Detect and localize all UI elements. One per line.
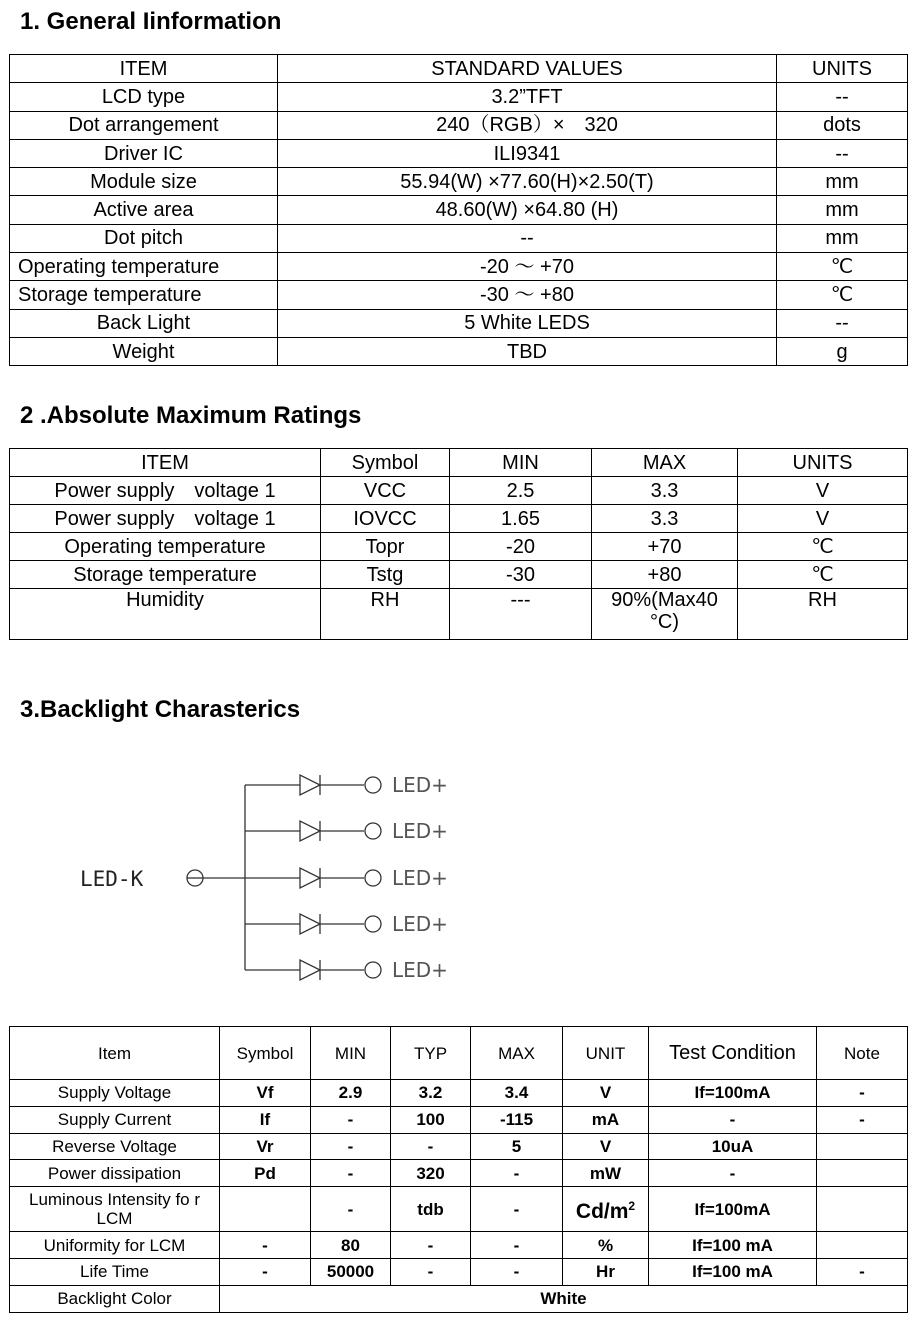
item-cell: Uniformity for LCM: [10, 1232, 220, 1259]
condition-cell: -: [649, 1106, 817, 1133]
item-cell: Backlight Color: [10, 1285, 220, 1312]
item-cell: Driver IC: [10, 139, 278, 167]
led-branch: [245, 819, 448, 843]
section-2-title: 2 .Absolute Maximum Ratings: [20, 402, 362, 429]
table-row: [10, 1160, 908, 1187]
table-row: [10, 253, 908, 281]
unit-cell: mm: [777, 196, 908, 224]
diode-icon: [300, 868, 320, 888]
table-row: [10, 477, 908, 505]
typ-cell: 320: [391, 1160, 471, 1187]
item-cell: Operating temperature: [10, 533, 321, 561]
unit-cell: --: [777, 139, 908, 167]
item-cell: Humidity: [10, 589, 321, 640]
item-cell: LCD type: [10, 83, 278, 111]
unit-cell: %: [563, 1232, 649, 1259]
note-cell: -: [817, 1258, 908, 1285]
unit-text: Cd/m: [575, 1200, 629, 1224]
symbol-cell: -: [220, 1232, 311, 1259]
item-cell: Power supply voltage 1: [10, 505, 321, 533]
unit-cell: V: [738, 477, 908, 505]
item-cell: Storage temperature: [10, 281, 278, 309]
min-cell: 1.65: [450, 505, 592, 533]
symbol-cell: Pd: [220, 1160, 311, 1187]
typ-cell: tdb: [391, 1187, 471, 1232]
typ-cell: 100: [391, 1106, 471, 1133]
item-cell: Power supply voltage 1: [10, 477, 321, 505]
header-units: UNITS: [738, 449, 908, 477]
symbol-cell: [220, 1187, 311, 1232]
led-plus-label: LED+: [392, 866, 448, 890]
item-cell: Back Light: [10, 309, 278, 337]
max-cell: -: [471, 1160, 563, 1187]
condition-cell: If=100mA: [649, 1080, 817, 1107]
note-cell: [817, 1187, 908, 1232]
header-item: ITEM: [10, 55, 278, 83]
led-plus-label: LED+: [392, 912, 448, 936]
typ-cell: 3.2: [391, 1080, 471, 1107]
diode-icon: [300, 960, 320, 980]
item-cell: Supply Voltage: [10, 1080, 220, 1107]
max-cell: 3.4: [471, 1080, 563, 1107]
section-1-title: 1. General Iinformation: [20, 8, 282, 35]
symbol-cell: RH: [321, 589, 450, 640]
anode-terminal-icon: [365, 823, 381, 839]
item-cell: Reverse Voltage: [10, 1133, 220, 1160]
absolute-maximum-ratings-table: [9, 448, 908, 640]
table-row: [10, 111, 908, 139]
header-typ: TYP: [391, 1027, 471, 1080]
led-plus-label: LED+: [392, 819, 448, 843]
header-item: ITEM: [10, 449, 321, 477]
table-row: [10, 1133, 908, 1160]
max-cell: +70: [592, 533, 738, 561]
item-cell: Supply Current: [10, 1106, 220, 1133]
unit-cell: V: [738, 505, 908, 533]
max-cell: 5: [471, 1133, 563, 1160]
item-cell: Weight: [10, 337, 278, 365]
header-item: Item: [10, 1027, 220, 1080]
table-row: [10, 83, 908, 111]
item-cell: Dot pitch: [10, 224, 278, 252]
condition-cell: 10uA: [649, 1133, 817, 1160]
symbol-cell: If: [220, 1106, 311, 1133]
note-cell: -: [817, 1080, 908, 1107]
max-cell: -: [471, 1232, 563, 1259]
header-max: MAX: [471, 1027, 563, 1080]
table-row: [10, 1106, 908, 1133]
note-cell: -: [817, 1106, 908, 1133]
unit-cell: mm: [777, 168, 908, 196]
symbol-cell: VCC: [321, 477, 450, 505]
unit-cell: mm: [777, 224, 908, 252]
table-row: [10, 1080, 908, 1107]
typ-cell: -: [391, 1232, 471, 1259]
symbol-cell: Topr: [321, 533, 450, 561]
unit-cell: --: [777, 83, 908, 111]
led-branch: [245, 866, 448, 890]
unit-cell: [563, 1187, 649, 1232]
unit-cell: g: [777, 337, 908, 365]
table-row: [10, 589, 908, 640]
min-cell: -30: [450, 561, 592, 589]
min-cell: -: [311, 1133, 391, 1160]
symbol-cell: Vr: [220, 1133, 311, 1160]
min-cell: -: [311, 1106, 391, 1133]
unit-cell: mW: [563, 1160, 649, 1187]
led-branch: [245, 912, 448, 936]
typ-cell: -: [391, 1133, 471, 1160]
header-min: MIN: [450, 449, 592, 477]
value-cell: 240（RGB）× 320: [278, 111, 777, 139]
header-min: MIN: [311, 1027, 391, 1080]
anode-terminal-icon: [365, 916, 381, 932]
table-row: [10, 139, 908, 167]
header-symbol: Symbol: [220, 1027, 311, 1080]
item-cell: Operating temperature: [10, 253, 278, 281]
table-row: [10, 505, 908, 533]
header-unit: UNIT: [563, 1027, 649, 1080]
table-row: [10, 337, 908, 365]
symbol-cell: Tstg: [321, 561, 450, 589]
condition-cell: If=100mA: [649, 1187, 817, 1232]
condition-cell: If=100 mA: [649, 1258, 817, 1285]
unit-cell: ℃: [777, 281, 908, 309]
min-cell: ---: [450, 589, 592, 640]
led-k-label: LED-K: [80, 867, 144, 891]
anode-terminal-icon: [365, 870, 381, 886]
note-cell: [817, 1232, 908, 1259]
backlight-color-value: White: [220, 1285, 908, 1312]
value-cell: 48.60(W) ×64.80 (H): [278, 196, 777, 224]
min-cell: -: [311, 1187, 391, 1232]
value-cell: -20 ～ +70: [278, 253, 777, 281]
table-row: [10, 309, 908, 337]
max-cell: +80: [592, 561, 738, 589]
unit-cell: ℃: [738, 533, 908, 561]
unit-cell: ℃: [777, 253, 908, 281]
item-cell: Active area: [10, 196, 278, 224]
note-cell: [817, 1160, 908, 1187]
diode-icon: [300, 775, 320, 795]
symbol-cell: IOVCC: [321, 505, 450, 533]
value-cell: ILI9341: [278, 139, 777, 167]
max-cell: 3.3: [592, 505, 738, 533]
table-row: [10, 1285, 908, 1312]
anode-terminal-icon: [365, 777, 381, 793]
unit-cell: ℃: [738, 561, 908, 589]
table-row: [10, 168, 908, 196]
header-standard-values: STANDARD VALUES: [278, 55, 777, 83]
item-cell: Storage temperature: [10, 561, 321, 589]
table-row: [10, 533, 908, 561]
table-row: [10, 281, 908, 309]
max-cell: -: [471, 1258, 563, 1285]
led-plus-label: LED+: [392, 773, 448, 797]
max-cell: -115: [471, 1106, 563, 1133]
max-cell: -: [471, 1187, 563, 1232]
unit-superscript: 2: [628, 1199, 636, 1214]
table-row: [10, 224, 908, 252]
table-row: [10, 1187, 908, 1232]
led-branch: [245, 958, 448, 982]
min-cell: 80: [311, 1232, 391, 1259]
header-symbol: Symbol: [321, 449, 450, 477]
table-header-row: [10, 55, 908, 83]
table-row: [10, 561, 908, 589]
anode-terminal-icon: [365, 962, 381, 978]
value-cell: 3.2”TFT: [278, 83, 777, 111]
item-cell: Dot arrangement: [10, 111, 278, 139]
max-cell: 3.3: [592, 477, 738, 505]
unit-cell: dots: [777, 111, 908, 139]
unit-cell: RH: [738, 589, 908, 640]
value-cell: -30 ～ +80: [278, 281, 777, 309]
value-cell: --: [278, 224, 777, 252]
backlight-characteristics-table: [9, 1026, 908, 1313]
led-branch: [245, 773, 448, 797]
section-3-title: 3.Backlight Charasterics: [20, 696, 301, 723]
item-cell: Life Time: [10, 1258, 220, 1285]
min-cell: -: [311, 1160, 391, 1187]
value-cell: 55.94(W) ×77.60(H)×2.50(T): [278, 168, 777, 196]
unit-cell: mA: [563, 1106, 649, 1133]
typ-cell: -: [391, 1258, 471, 1285]
header-units: UNITS: [777, 55, 908, 83]
item-cell: Power dissipation: [10, 1160, 220, 1187]
condition-cell: -: [649, 1160, 817, 1187]
value-cell: 5 White LEDS: [278, 309, 777, 337]
unit-cell: V: [563, 1133, 649, 1160]
general-information-table: [9, 54, 908, 366]
unit-cell: --: [777, 309, 908, 337]
unit-cell: V: [563, 1080, 649, 1107]
symbol-cell: Vf: [220, 1080, 311, 1107]
max-cell: 90%(Max40 °C): [592, 589, 738, 640]
min-cell: 2.9: [311, 1080, 391, 1107]
min-cell: 50000: [311, 1258, 391, 1285]
symbol-cell: -: [220, 1258, 311, 1285]
header-test-condition: Test Condition: [649, 1027, 817, 1080]
led-plus-label: LED+: [392, 958, 448, 982]
condition-cell: If=100 mA: [649, 1232, 817, 1259]
min-cell: -20: [450, 533, 592, 561]
min-cell: 2.5: [450, 477, 592, 505]
value-cell: TBD: [278, 337, 777, 365]
diode-icon: [300, 914, 320, 934]
diode-icon: [300, 821, 320, 841]
header-max: MAX: [592, 449, 738, 477]
header-note: Note: [817, 1027, 908, 1080]
table-row: [10, 1258, 908, 1285]
table-row: [10, 1232, 908, 1259]
unit-cell: Hr: [563, 1258, 649, 1285]
item-cell: Module size: [10, 168, 278, 196]
table-header-row: [10, 449, 908, 477]
table-header-row: [10, 1027, 908, 1080]
backlight-circuit-diagram: [0, 750, 520, 1000]
table-row: [10, 196, 908, 224]
item-cell: Luminous Intensity fo r LCM: [10, 1187, 220, 1232]
note-cell: [817, 1133, 908, 1160]
